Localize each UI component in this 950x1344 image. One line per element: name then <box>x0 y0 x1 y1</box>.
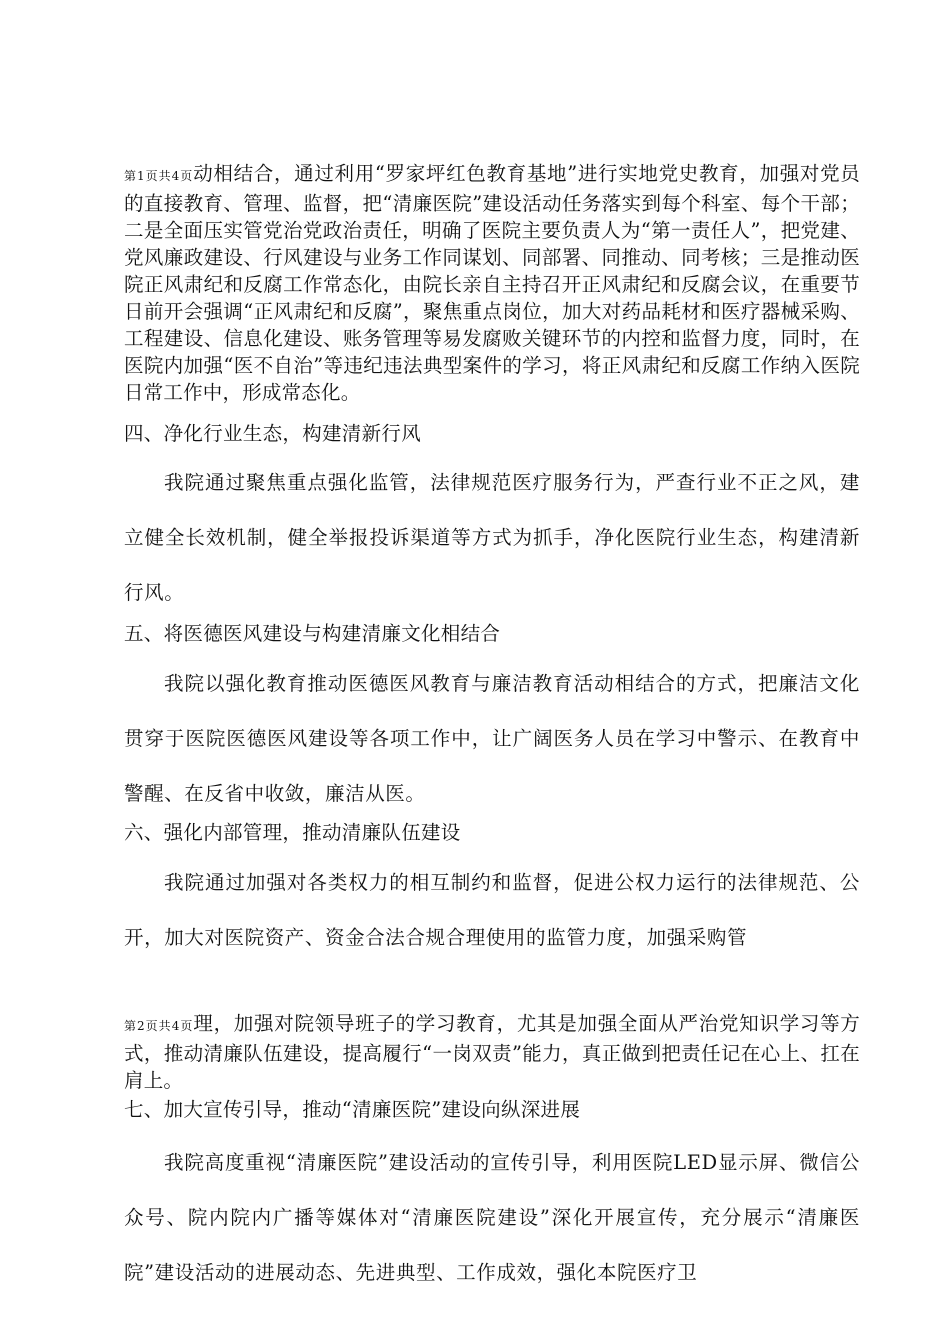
section-6-body: 我院通过加强对各类权力的相互制约和监督，促进公权力运行的法律规范、公开，加大对医院资产、资金合法合规合理使用的监管力度，加强采购管 <box>124 871 860 949</box>
section-5-heading: 五、将医德医风建设与构建清廉文化相结合 <box>124 622 501 645</box>
page1-continuation-text: 动相结合，通过利用“罗家坪红色教育基地”进行实地党史教育，加强对党员的直接教育、管理、监督，把“清廉医院”建设活动任务落实到每个科室、每个干部；二是全面压实管党治党政治责任，明确了医院主要负责人为“第一责任人”，把党建、党风廉政建设、行风建设与业务工作同谋划、同部署、同推动、同考核；三是推动医院正风肃纪和反腐工作常态化，由院长亲自主持召开正风肃纪和反腐会议，在重要节日前开会强调“正风肃纪和反腐”，聚焦重点岗位，加大对药品耗材和医疗器械采购、工程建设、信息化建设、账务管理等易发腐败关键环节的内控和监督力度，同时，在医院内加强“医不自治”等违纪违法典型案件的学习，将正风肃纪和反腐工作纳入医院日常工作中，形成常态化。 <box>124 162 860 404</box>
page-marker-2: 第2页共4页 <box>124 1019 194 1033</box>
section-5-body: 我院以强化教育推动医德医风教育与廉洁教育活动相结合的方式，把廉洁文化贯穿于医院医德医风建设等各项工作中，让广阔医务人员在学习中警示、在教育中警醒、在反省中收敛，廉洁从医。 <box>124 672 860 805</box>
section-6-heading: 六、强化内部管理，推动清廉队伍建设 <box>124 821 461 844</box>
section-7-body: 我院高度重视“清廉医院”建设活动的宣传引导，利用医院LED显示屏、微信公众号、院内院内广播等媒体对“清廉医院建设”深化开展宣传，充分展示“清廉医院”建设活动的进展动态、先进典型、工作成效，强化本院医疗卫 <box>124 1151 860 1284</box>
section-4-body: 我院通过聚焦重点强化监管，法律规范医疗服务行为，严查行业不正之风，建立健全长效机制，健全举报投诉渠道等方式为抓手，净化医院行业生态，构建清新行风。 <box>124 471 860 604</box>
page2-continuation-text: 理，加强对院领导班子的学习教育，尤其是加强全面从严治党知识学习等方式，推动清廉队伍建设，提高履行“一岗双责”能力，真正做到把责任记在心上、扛在肩上。 <box>124 1012 860 1092</box>
page2-continuation-paragraph <box>124 1010 860 1094</box>
section-7-heading: 七、加大宣传引导，推动“清廉医院”建设向纵深进展 <box>124 1098 581 1121</box>
section-4-heading: 四、净化行业生态，构建清新行风 <box>124 422 422 445</box>
page1-continuation-paragraph <box>124 160 860 406</box>
page-marker-1: 第1页共4页 <box>124 169 194 183</box>
